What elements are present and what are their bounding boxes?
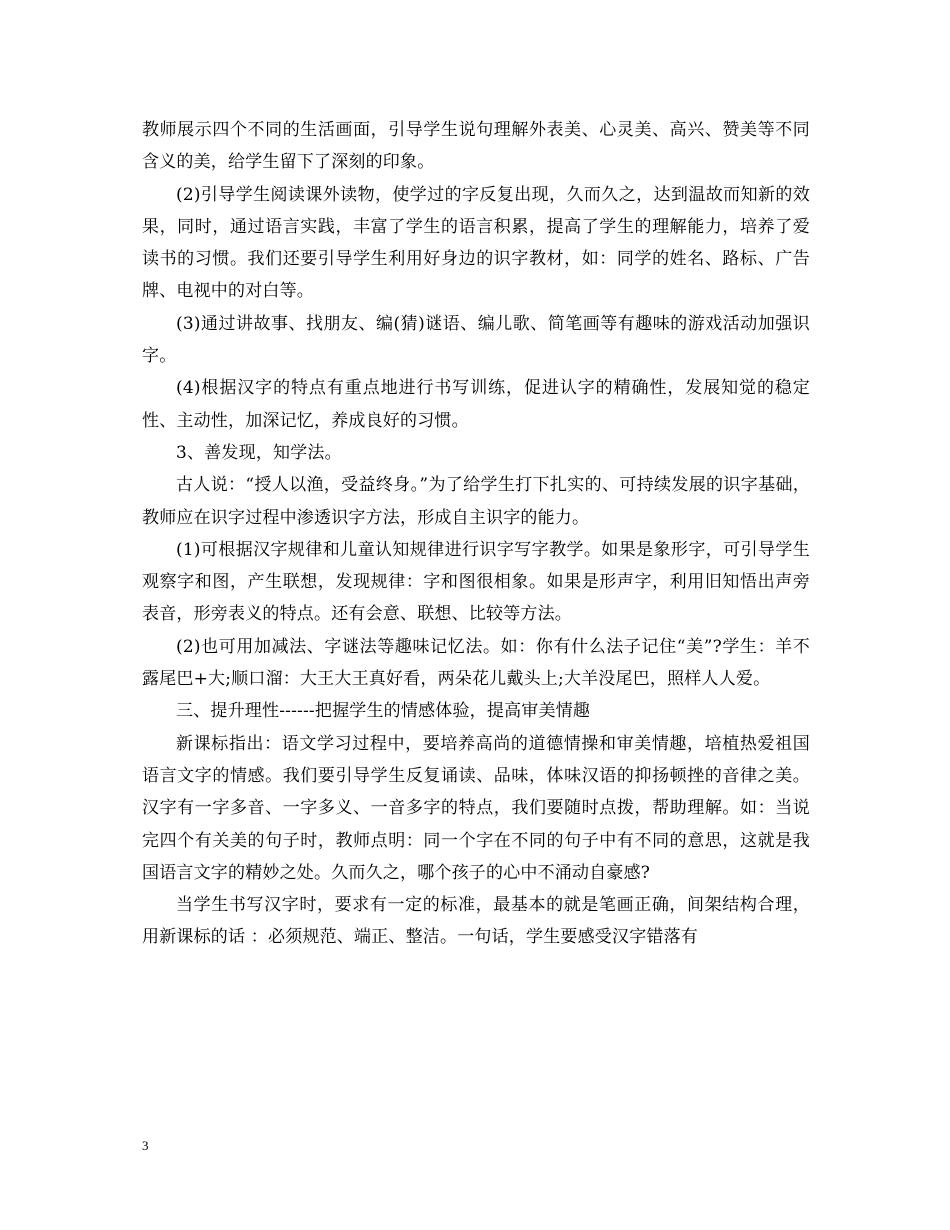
paragraph: 古人说：“授人以渔，受益终身。”为了给学生打下扎实的、可持续发展的识字基础，教师应在识字过程中渗透识字方法，形成自主识字的能力。 <box>142 475 810 528</box>
page-number: 3 <box>142 1138 149 1153</box>
paragraph: 教师展示四个不同的生活画面，引导学生说句理解外表美、心灵美、高兴、赞美等不同含义的美，给学生留下了深刻的印象。 <box>142 120 810 173</box>
document-body <box>142 114 810 954</box>
paragraph: 新课标指出：语文学习过程中，要培养高尚的道德情操和审美情趣，培植热爱祖国语言文字的情感。我们要引导学生反复诵读、品味，体味汉语的抑扬顿挫的音律之美。汉字有一字多音、一字多义、一音多字的特点，我们要随时点拨，帮助理解。如：当说完四个有关美的句子时，教师点明：同一个字在不同的句子中有不同的意思，这就是我国语言文字的精妙之处。久而久之，哪个孩子的心中不涌动自豪感? <box>142 733 810 883</box>
paragraph: (4)根据汉字的特点有重点地进行书写训练，促进认字的精确性，发展知觉的稳定性、主动性，加深记忆，养成良好的习惯。 <box>142 378 810 431</box>
paragraph: (2)也可用加减法、字谜法等趣味记忆法。如：你有什么法子记住“美”?学生：羊不露尾巴+大;顺口溜：大王大王真好看，两朵花儿戴头上;大羊没尾巴，照样人人爱。 <box>142 636 810 690</box>
paragraph: (3)通过讲故事、找朋友、编(猜)谜语、编儿歌、简笔画等有趣味的游戏活动加强识字。 <box>142 313 810 367</box>
paragraph: 3、善发现，知学法。 <box>176 442 342 463</box>
paragraph: (2)引导学生阅读课外读物，使学过的字反复出现，久而久之，达到温故而知新的效果，同时，通过语言实践，丰富了学生的语言积累，提高了学生的理解能力，培养了爱读书的习惯。我们还要引导学生利用好身边的识字教材，如：同学的姓名、路标、广告牌、电视中的对白等。 <box>142 184 810 302</box>
section-heading: 三、提升理性------把握学生的情感体验，提高审美情趣 <box>176 701 591 722</box>
paragraph: (1)可根据汉字规律和儿童认知规律进行识字写字教学。如果是象形字，可引导学生观察字和图，产生联想，发现规律：字和图很相象。如果是形声字，利用旧知悟出声旁表音，形旁表义的特点。还有会意、联想、比较等方法。 <box>142 539 810 625</box>
paragraph: 当学生书写汉字时，要求有一定的标准，最基本的就是笔画正确，间架结构合理，用新课标的话 ：必须规范、端正、整洁。一句话，学生要感受汉字错落有 <box>142 895 810 948</box>
